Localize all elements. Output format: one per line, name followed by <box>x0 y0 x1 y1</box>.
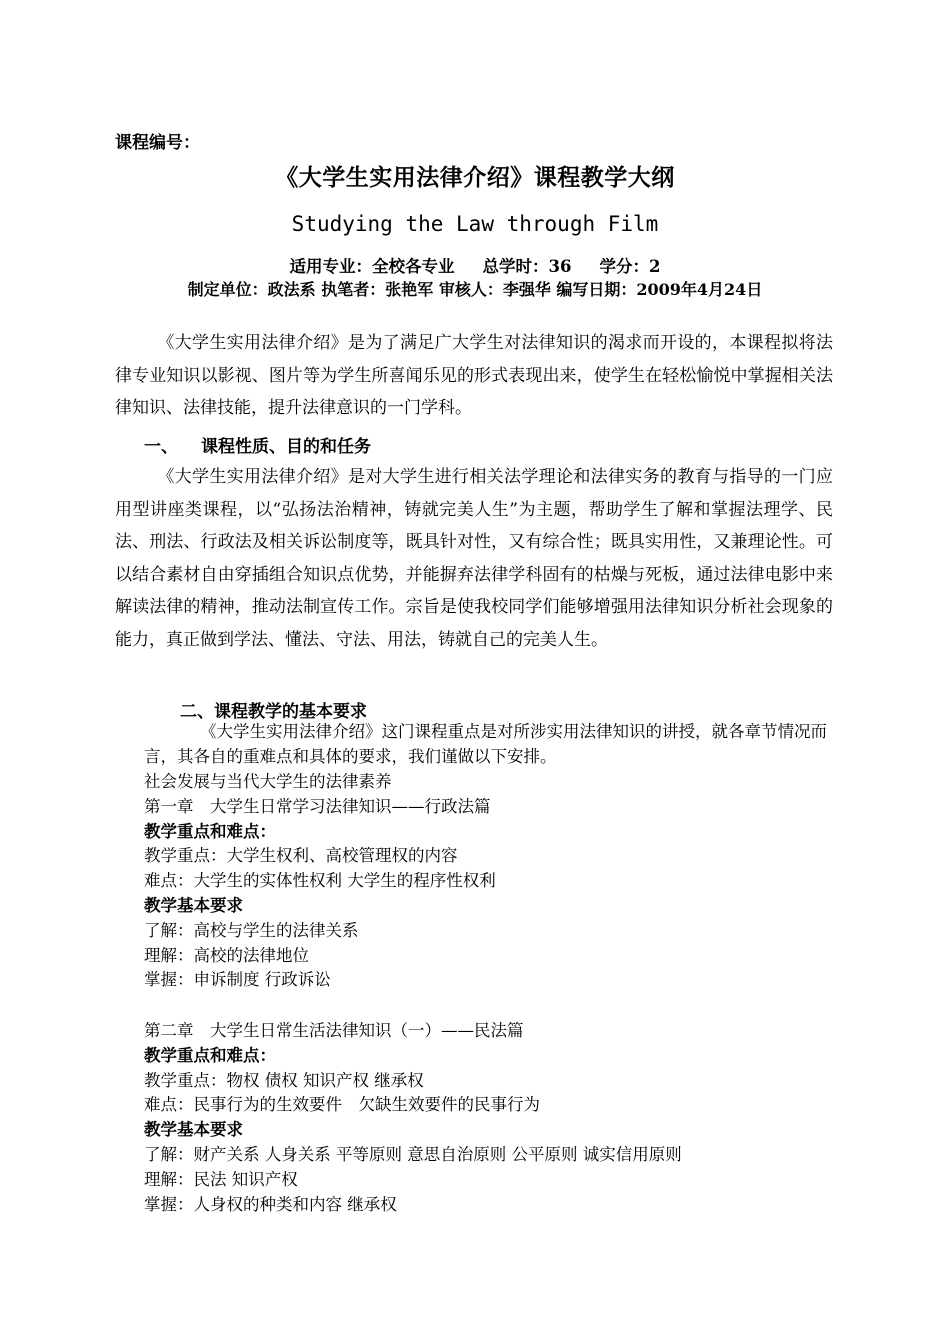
chapter-2-block <box>144 1019 682 1217</box>
course-code-label: 课程编号： <box>115 133 200 153</box>
chapter-2-know: 了解：财产关系 人身关系 平等原则 意思自治原则 公平原则 诚实信用原则 <box>144 1144 682 1164</box>
section-1-text: 《大学生实用法律介绍》是对大学生进行相关法学理论和法律实务的教育与指导的一门应用型讲座类课程，以“弘扬法治精神，铸就完美人生”为主题，帮助学生了解和掌握法理学、民法、刑法、行政法及相关诉讼制度等，既具针对性，又有综合性；既具实用性，又兼理论性。可以结合素材自由穿插组合知识点优势，并能摒弃法律学科固有的枯燥与死板，通过法律电影中来解读法律的精神，推动法制宣传工作。宗旨是使我校同学们能够增强用法律知识分析社会现象的能力，真正做到学法、懂法、守法、用法，铸就自己的完美人生。 <box>115 467 833 650</box>
section-2-text: 《大学生实用法律介绍》这门课程重点是对所涉实用法律知识的讲授，就各章节情况而言，其各自的重难点和具体的要求，我们谨做以下安排。 <box>144 722 827 766</box>
section-1-heading <box>144 432 371 457</box>
chapter-2-difficult-points: 难点：民事行为的生效要件 欠缺生效要件的民事行为 <box>144 1095 540 1115</box>
section-1-title: 课程性质、目的和任务 <box>201 437 371 457</box>
chapter-1-key-heading: 教学重点和难点： <box>144 821 276 841</box>
chapter-2-key-points: 教学重点：物权 债权 知识产权 继承权 <box>144 1070 424 1090</box>
chapter-1-requirements-heading: 教学基本要求 <box>144 895 243 915</box>
intro-text: 《大学生实用法律介绍》是为了满足广大学生对法律知识的渴求而开设的，本课程拟将法律专业知识以影视、图片等为学生所喜闻乐见的形式表现出来，使学生在轻松愉悦中掌握相关法律知识、法律技能，提升法律意识的一门学科。 <box>115 333 833 418</box>
chapter-1-know: 了解：高校与学生的法律关系 <box>144 920 359 940</box>
chapter-2-requirements-heading: 教学基本要求 <box>144 1120 243 1140</box>
hours-label: 总学时：36 <box>482 257 572 276</box>
document-title: 《大学生实用法律介绍》课程教学大纲 <box>275 164 675 191</box>
chapter-intro: 社会发展与当代大学生的法律素养 <box>144 772 392 791</box>
chapter-1-block <box>144 770 496 993</box>
chapter-2-master: 掌握：人身权的种类和内容 继承权 <box>144 1194 397 1214</box>
chapter-1-master: 掌握：申诉制度 行政诉讼 <box>144 970 331 990</box>
author-info: 制定单位：政法系 执笔者：张艳军 审核人：李强华 编写日期：2009年4月24日 <box>187 280 763 299</box>
chapter-1-difficult-points: 难点：大学生的实体性权利 大学生的程序性权利 <box>144 871 496 891</box>
chapter-1-key-points: 教学重点：大学生权利、高校管理权的内容 <box>144 846 458 866</box>
course-meta <box>0 253 950 277</box>
section-2-heading: 二、课程教学的基本要求 <box>180 702 367 722</box>
chapter-2-understand: 理解：民法 知识产权 <box>144 1169 298 1189</box>
intro-paragraph <box>115 327 833 425</box>
chapter-1-understand: 理解：高校的法律地位 <box>144 945 309 965</box>
section-2-paragraph <box>144 720 844 769</box>
section-1-paragraph <box>115 461 833 656</box>
chapter-2-key-heading: 教学重点和难点： <box>144 1045 276 1065</box>
chapter-2-title: 第二章 大学生日常生活法律知识（一）——民法篇 <box>144 1021 524 1040</box>
chapter-1-title: 第一章 大学生日常学习法律知识——行政法篇 <box>144 796 491 816</box>
credits-label: 学分：2 <box>599 257 661 276</box>
major-label: 适用专业：全校各专业 <box>289 257 455 276</box>
document-subtitle: Studying the Law through Film <box>291 212 659 236</box>
section-1-number: 一、 <box>144 437 178 457</box>
